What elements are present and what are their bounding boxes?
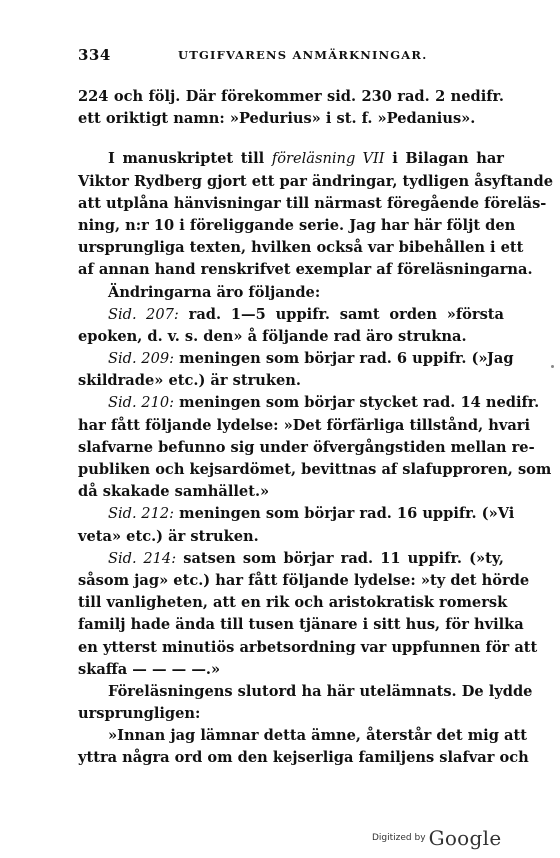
- watermark-small-text: Digitized by: [372, 833, 426, 843]
- text-line: skaffa — — — —.»: [78, 660, 221, 678]
- text-line: att utplåna hänvisningar till närmast föregående föreläs-: [78, 194, 547, 212]
- text-line: yttra några ord om den kejserliga familjens slafvar och: [78, 749, 529, 767]
- page-reference: Sid. 209:: [108, 350, 175, 368]
- text-line: ursprungliga texten, hvilken också var bibehållen i ett: [78, 239, 524, 257]
- text-span: meningen som börjar rad. 16 uppifr. (»Vi: [174, 505, 515, 523]
- text-line: skildrade» etc.) är struken.: [78, 372, 302, 390]
- text-line: slafvarne befunno sig under öfvergångstiden mellan re-: [78, 438, 535, 456]
- text-span: satsen som börjar rad. 11 uppifr. (»ty,: [176, 549, 504, 567]
- text-line: [78, 548, 504, 570]
- text-span: I manuskriptet till: [108, 150, 272, 168]
- text-line: [78, 503, 515, 525]
- text-line: då skakade samhället.»: [78, 483, 270, 501]
- lecture-reference: föreläsning VII: [271, 150, 385, 168]
- text-line: Ändringarna äro följande:: [108, 283, 321, 301]
- text-line: ning, n:r 10 i föreliggande serie. Jag har här följt den: [78, 216, 516, 234]
- text-line: [78, 392, 540, 414]
- text-line: epoken, d. v. s. den» å följande rad äro strukna.: [78, 327, 467, 345]
- text-line: [78, 348, 514, 370]
- text-line: veta» etc.) är struken.: [78, 527, 259, 545]
- text-line: ursprungligen:: [78, 705, 201, 723]
- text-span: i Bilagan har: [384, 150, 504, 168]
- text-line: Viktor Rydberg gjort ett par ändringar, tydligen åsyftande: [78, 172, 553, 190]
- text-line: en ytterst minutiös arbetsordning var uppfunnen för att: [78, 638, 538, 656]
- text-line: af annan hand renskrifvet exemplar af föreläsningarna.: [78, 261, 533, 279]
- body-text: [78, 86, 553, 770]
- margin-mark: [551, 365, 554, 368]
- text-line: 224 och följ. Där förekommer sid. 230 rad. 2 nedifr.: [78, 88, 504, 105]
- text-line: [78, 304, 504, 326]
- text-span: rad. 1—5 uppifr. samt orden »första: [178, 305, 504, 323]
- page-reference: Sid. 212:: [108, 505, 175, 523]
- text-line: »Innan jag lämnar detta ämne, återstår det mig att: [108, 727, 527, 745]
- text-line: ett oriktigt namn: »Pedurius» i st. f. »Pedanius».: [78, 110, 476, 128]
- text-line: såsom jag» etc.) har fått följande lydelse: »ty det hörde: [78, 571, 530, 589]
- text-line: har fått följande lydelse: »Det förfärliga tillstånd, hvari: [78, 416, 531, 434]
- text-line: publiken och kejsardömet, bevittnas af slafupproren, som: [78, 461, 552, 478]
- text-line: [78, 148, 504, 170]
- watermark-logo-text: Google: [428, 826, 502, 850]
- running-title: UTGIFVARENS ANMÄRKNINGAR.: [178, 48, 428, 62]
- page-reference: Sid. 207:: [108, 305, 179, 323]
- text-line: Föreläsningens slutord ha här utelämnats. De lydde: [108, 682, 533, 700]
- text-span: meningen som börjar stycket rad. 14 nedifr.: [174, 394, 540, 412]
- page-reference: Sid. 210:: [108, 394, 175, 412]
- text-span: meningen som börjar rad. 6 uppifr. (»Jag: [174, 350, 514, 368]
- text-line: till vanligheten, att en rik och aristokratisk romersk: [78, 594, 508, 612]
- text-line: familj hade ända till tusen tjänare i sitt hus, för hvilka: [78, 616, 524, 634]
- page-reference: Sid. 214:: [108, 549, 177, 567]
- digitized-by-google-watermark: [372, 826, 501, 850]
- running-head: [78, 46, 504, 66]
- page-number: 334: [78, 46, 111, 64]
